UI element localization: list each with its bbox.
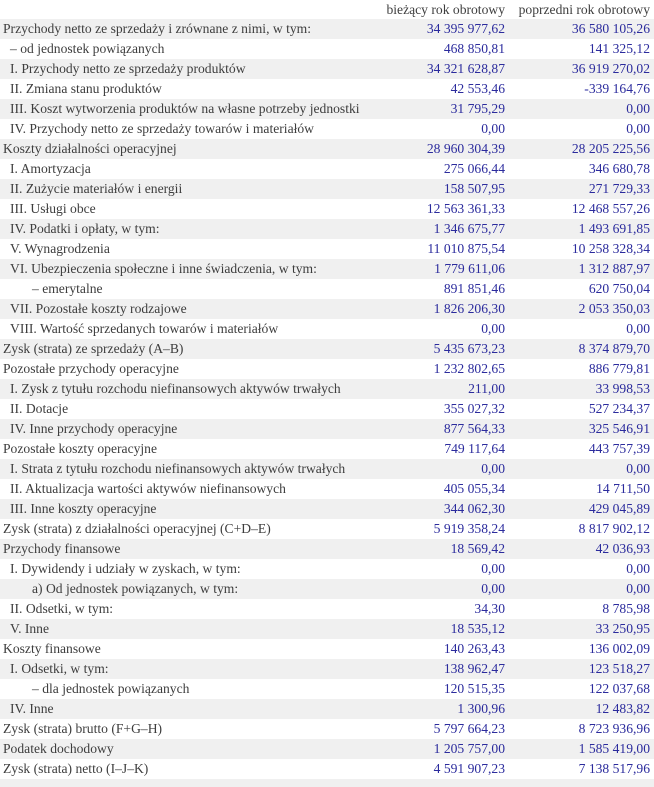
row-label: VIII. Wartość sprzedanych towarów i materiałów <box>10 321 279 336</box>
value-current-year: 1 232 802,65 <box>433 361 505 376</box>
value-current-year: 344 062,30 <box>443 501 505 516</box>
value-previous-year: 1 493 691,85 <box>578 221 650 236</box>
table-row <box>0 379 654 399</box>
row-label: – dla jednostek powiązanych <box>32 681 190 696</box>
row-label: II. Aktualizacja wartości aktywów niefinansowych <box>10 481 286 496</box>
value-previous-year: 8 723 936,96 <box>578 721 650 736</box>
value-previous-year: 1 312 887,97 <box>578 261 650 276</box>
value-current-year: 34 395 977,62 <box>426 21 505 36</box>
value-current-year: 34,30 <box>474 601 505 616</box>
row-label: Koszty działalności operacyjnej <box>3 141 177 156</box>
value-current-year: 275 066,44 <box>443 161 505 176</box>
table-row <box>0 99 654 119</box>
value-previous-year: 8 785,98 <box>602 601 650 616</box>
value-previous-year: 620 750,04 <box>588 281 650 296</box>
row-label: III. Koszt wytworzenia produktów na własne potrzeby jednostki <box>10 101 360 116</box>
row-label: II. Dotacje <box>10 401 69 416</box>
row-label: IV. Inne <box>10 701 54 716</box>
value-current-year: 34 321 628,87 <box>426 61 505 76</box>
table-row <box>0 219 654 239</box>
value-previous-year: 10 258 328,34 <box>571 241 650 256</box>
row-label: Koszty finansowe <box>3 641 101 656</box>
value-current-year: 0,00 <box>481 581 505 596</box>
value-previous-year: 33 998,53 <box>595 381 650 396</box>
table-row <box>0 519 654 539</box>
table-row <box>0 599 654 619</box>
row-label: III. Inne koszty operacyjne <box>10 501 157 516</box>
row-label: V. Wynagrodzenia <box>10 241 110 256</box>
value-previous-year: 123 518,27 <box>588 661 650 676</box>
value-current-year: 1 205 757,00 <box>433 741 505 756</box>
partial-next-row <box>0 779 654 787</box>
table-row <box>0 39 654 59</box>
row-label: IV. Podatki i opłaty, w tym: <box>10 221 160 236</box>
value-current-year: 0,00 <box>481 121 505 136</box>
table-row <box>0 679 654 699</box>
value-current-year: 1 826 206,30 <box>433 301 505 316</box>
table-row <box>0 459 654 479</box>
value-current-year: 1 300,96 <box>457 701 505 716</box>
value-previous-year: 8 817 902,12 <box>578 521 650 536</box>
value-previous-year: 0,00 <box>626 321 650 336</box>
value-previous-year: 0,00 <box>626 561 650 576</box>
value-previous-year: 28 205 225,56 <box>571 141 650 156</box>
value-current-year: 891 851,46 <box>443 281 505 296</box>
value-current-year: 18 569,42 <box>450 541 505 556</box>
value-previous-year: 346 680,78 <box>588 161 650 176</box>
value-previous-year: 7 138 517,96 <box>578 761 650 776</box>
value-previous-year: 0,00 <box>626 461 650 476</box>
table-row <box>0 639 654 659</box>
row-label: Zysk (strata) ze sprzedaży (A–B) <box>3 341 184 356</box>
value-current-year: 0,00 <box>481 461 505 476</box>
value-previous-year: 12 483,82 <box>595 701 650 716</box>
value-previous-year: 271 729,33 <box>588 181 650 196</box>
table-row <box>0 539 654 559</box>
value-previous-year: 429 045,89 <box>588 501 650 516</box>
value-previous-year: 886 779,81 <box>588 361 650 376</box>
row-label: – od jednostek powiązanych <box>10 41 165 56</box>
value-previous-year: 527 234,37 <box>588 401 650 416</box>
row-label: I. Strata z tytułu rozchodu niefinansowych aktywów trwałych <box>10 461 346 476</box>
row-label: Zysk (strata) brutto (F+G–H) <box>3 721 163 736</box>
value-current-year: 355 027,32 <box>443 401 505 416</box>
table-row <box>0 179 654 199</box>
table-header-row <box>0 0 654 19</box>
table-row <box>0 199 654 219</box>
row-label: a) Od jednostek powiązanych, w tym: <box>32 581 239 596</box>
value-current-year: 405 055,34 <box>443 481 505 496</box>
value-current-year: 1 346 675,77 <box>433 221 505 236</box>
table-body <box>0 19 654 779</box>
value-previous-year: 36 919 270,02 <box>571 61 650 76</box>
table-row <box>0 19 654 39</box>
value-previous-year: 42 036,93 <box>595 541 650 556</box>
value-previous-year: 443 757,39 <box>588 441 650 456</box>
row-label: IV. Przychody netto ze sprzedaży towarów i materiałów <box>10 121 314 136</box>
row-label: IV. Inne przychody operacyjne <box>10 421 178 436</box>
row-label: I. Zysk z tytułu rozchodu niefinansowych aktywów trwałych <box>10 381 341 396</box>
value-previous-year: 122 037,68 <box>588 681 650 696</box>
table-row <box>0 719 654 739</box>
table-row <box>0 279 654 299</box>
value-current-year: 31 795,29 <box>450 101 505 116</box>
table-row <box>0 559 654 579</box>
table-row <box>0 759 654 779</box>
table-row <box>0 439 654 459</box>
table-row <box>0 499 654 519</box>
row-label: Przychody netto ze sprzedaży i zrównane z nimi, w tym: <box>3 21 312 36</box>
table-row <box>0 579 654 599</box>
table-row <box>0 319 654 339</box>
value-current-year: 5 435 673,23 <box>433 341 505 356</box>
value-previous-year: 33 250,95 <box>595 621 650 636</box>
value-previous-year: 1 585 419,00 <box>578 741 650 756</box>
column-header-previous-year: poprzedni rok obrotowy <box>518 2 650 17</box>
table-row <box>0 619 654 639</box>
value-current-year: 0,00 <box>481 561 505 576</box>
row-label: III. Usługi obce <box>10 201 96 216</box>
table-row <box>0 139 654 159</box>
value-previous-year: 0,00 <box>626 121 650 136</box>
row-label: I. Przychody netto ze sprzedaży produktów <box>10 61 246 76</box>
table-row <box>0 699 654 719</box>
table-row <box>0 299 654 319</box>
value-previous-year: 36 580 105,26 <box>571 21 650 36</box>
value-current-year: 120 515,35 <box>443 681 505 696</box>
value-current-year: 5 797 664,23 <box>433 721 505 736</box>
table-row <box>0 419 654 439</box>
value-current-year: 0,00 <box>481 321 505 336</box>
row-label: Zysk (strata) z działalności operacyjnej (C+D–E) <box>3 521 271 536</box>
table-row <box>0 399 654 419</box>
table-row <box>0 239 654 259</box>
row-label: V. Inne <box>10 621 50 636</box>
row-label: II. Zmiana stanu produktów <box>10 81 162 96</box>
row-label: Przychody finansowe <box>3 541 121 556</box>
row-label: – emerytalne <box>32 281 103 296</box>
table-row <box>0 359 654 379</box>
table-row <box>0 119 654 139</box>
value-current-year: 749 117,64 <box>444 441 505 456</box>
row-label: VI. Ubezpieczenia społeczne i inne świadczenia, w tym: <box>10 261 317 276</box>
value-current-year: 1 779 611,06 <box>434 261 505 276</box>
value-current-year: 140 263,43 <box>443 641 505 656</box>
row-label: I. Odsetki, w tym: <box>10 661 109 676</box>
column-header-current-year: bieżący rok obrotowy <box>386 2 505 17</box>
row-label: VII. Pozostałe koszty rodzajowe <box>10 301 187 316</box>
value-current-year: 42 553,46 <box>450 81 505 96</box>
value-current-year: 877 564,33 <box>443 421 505 436</box>
row-label: II. Odsetki, w tym: <box>10 601 114 616</box>
row-label: I. Dywidendy i udziały w zyskach, w tym: <box>10 561 241 576</box>
table-row <box>0 339 654 359</box>
value-previous-year: 0,00 <box>626 581 650 596</box>
value-previous-year: 12 468 557,26 <box>571 201 650 216</box>
table-row <box>0 159 654 179</box>
value-current-year: 468 850,81 <box>443 41 505 56</box>
table-row <box>0 659 654 679</box>
value-previous-year: 136 002,09 <box>588 641 650 656</box>
row-label: I. Amortyzacja <box>10 161 91 176</box>
value-current-year: 4 591 907,23 <box>433 761 505 776</box>
value-previous-year: 0,00 <box>626 101 650 116</box>
row-label: II. Zużycie materiałów i energii <box>10 181 183 196</box>
value-current-year: 11 010 875,54 <box>427 241 505 256</box>
table-row <box>0 479 654 499</box>
value-current-year: 158 507,95 <box>443 181 505 196</box>
value-previous-year: 325 546,91 <box>588 421 650 436</box>
table-row <box>0 259 654 279</box>
value-previous-year: 8 374 879,70 <box>578 341 650 356</box>
table-row <box>0 739 654 759</box>
value-current-year: 12 563 361,33 <box>426 201 505 216</box>
value-previous-year: 2 053 350,03 <box>578 301 650 316</box>
value-current-year: 18 535,12 <box>450 621 505 636</box>
row-label: Zysk (strata) netto (I–J–K) <box>3 761 149 776</box>
value-current-year: 138 962,47 <box>443 661 505 676</box>
value-previous-year: -339 164,76 <box>584 81 650 96</box>
row-label: Pozostałe koszty operacyjne <box>3 441 158 456</box>
table-row <box>0 79 654 99</box>
value-current-year: 28 960 304,39 <box>426 141 505 156</box>
value-previous-year: 141 325,12 <box>588 41 650 56</box>
table-row <box>0 59 654 79</box>
value-previous-year: 14 711,50 <box>596 481 650 496</box>
value-current-year: 211,00 <box>468 381 505 396</box>
row-label: Pozostałe przychody operacyjne <box>3 361 179 376</box>
value-current-year: 5 919 358,24 <box>433 521 505 536</box>
row-label: Podatek dochodowy <box>3 741 114 756</box>
